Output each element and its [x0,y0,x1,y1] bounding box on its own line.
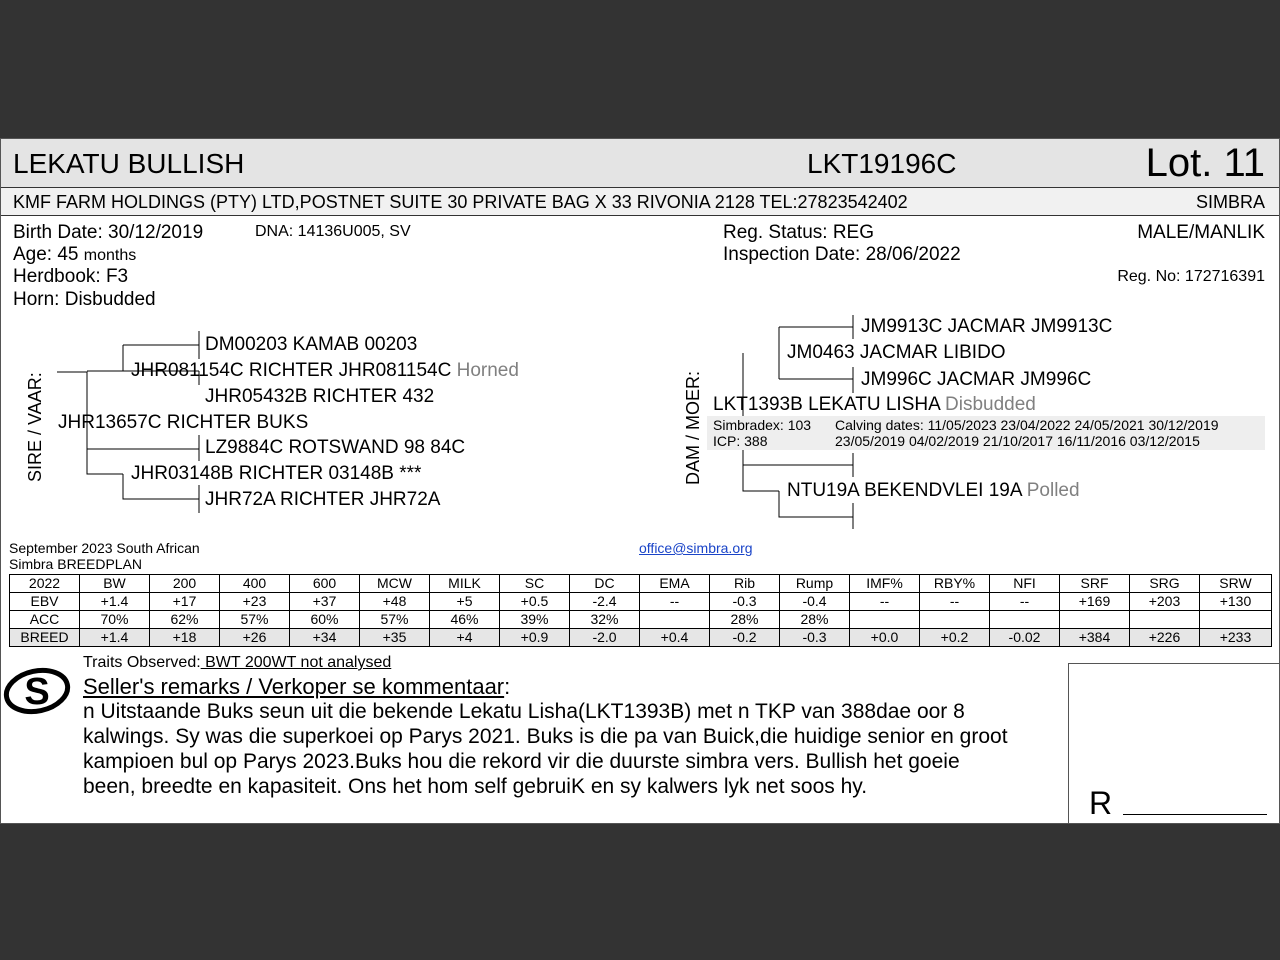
ebv-cell: +48 [360,593,430,611]
ebv-cell: +17 [150,593,220,611]
ebv-cell: BREED [10,629,80,647]
ebv-cell: 46% [430,611,500,629]
reg-number: Reg. No: 172716391 [1117,268,1265,285]
calving-dates-2: 23/05/2019 04/02/2019 21/10/2017 16/11/2016 03/12/2015 [835,433,1200,449]
ebv-cell: +23 [220,593,290,611]
ebv-cell: +203 [1130,593,1200,611]
ebv-cell: +37 [290,593,360,611]
ebv-cell: -- [920,593,990,611]
inspection-date: Inspection Date: 28/06/2022 [723,244,961,265]
ebv-cell: +0.2 [920,629,990,647]
ebv-cell: +233 [1200,629,1272,647]
ebv-header-row [10,575,1272,593]
ebv-header-cell: 2022 [10,575,80,593]
ebv-cell: 28% [710,611,780,629]
sire-sire-sire: DM00203 KAMAB 00203 [205,334,418,355]
ebv-title-1: September 2023 South African [9,540,200,556]
sire-dam-sire: LZ9884C ROTSWAND 98 84C [205,437,466,458]
dam-name-text: LKT1393B LEKATU LISHA [713,394,940,415]
ebv-header-cell: 400 [220,575,290,593]
price-currency: R [1089,785,1113,821]
ebv-header-cell: 200 [150,575,220,593]
ebv-cell: +169 [1060,593,1130,611]
ebv-cell [920,611,990,629]
ebv-title-2: Simbra BREEDPLAN [9,556,143,572]
breed-name: SIMBRA [1195,192,1265,212]
ebv-cell: +0.0 [850,629,920,647]
ebv-cell: +0.9 [500,629,570,647]
ebv-cell: +0.5 [500,593,570,611]
ebv-header-cell: 600 [290,575,360,593]
ebv-cell: -- [850,593,920,611]
remarks-line: been, breedte en kapasiteit. Ons het hom self gebruiK en sy kalwers lyk net soos hy. [83,775,868,798]
dam-dam [787,480,1080,502]
dam-stats-box [707,416,1265,450]
sire-sire-dam: JHR05432B RICHTER 432 [205,386,435,407]
ebv-cell: +384 [1060,629,1130,647]
sire-dam: JHR03148B RICHTER 03148B *** [131,463,422,484]
herdbook: Herdbook: F3 [13,266,129,287]
dam-label: DAM / MOER: [683,370,703,485]
ebv-header-cell: SRG [1130,575,1200,593]
ebv-cell: +1.4 [80,629,150,647]
dam-sire: JM0463 JACMAR LIBIDO [787,342,1006,363]
animal-name: LEKATU BULLISH [13,148,245,179]
ebv-header-cell: BW [80,575,150,593]
remarks-line: kalwings. Sy was die superkoei op Parys 2021. Buks is die pa van Buick,die huidige senior en groot [83,725,1008,748]
traits-label: Traits Observed: [83,654,201,671]
ebv-cell: +4 [430,629,500,647]
ebv-header-cell: SRF [1060,575,1130,593]
ebv-cell: -- [640,593,710,611]
ebv-cell: -- [990,593,1060,611]
traits-value: BWT 200WT not analysed [200,654,392,671]
ebv-cell: 70% [80,611,150,629]
ebv-cell: 28% [780,611,850,629]
ebv-cell [640,611,710,629]
sire-sire-horn: Horned [456,360,519,381]
sire-label: SIRE / VAAR: [25,372,45,482]
birth-date: Birth Date: 30/12/2019 [13,222,204,243]
ebv-cell: -0.02 [990,629,1060,647]
dam-dam-horn: Polled [1026,480,1080,501]
ebv-header-cell: Rib [710,575,780,593]
ebv-cell: +5 [430,593,500,611]
ebv-cell: +0.4 [640,629,710,647]
logo-letter: S [24,671,50,713]
ebv-cell [1200,611,1272,629]
ebv-cell: 57% [220,611,290,629]
horn-status: Horn: Disbudded [13,289,156,310]
dam-horn: Disbudded [945,394,1036,415]
ebv-cell [1130,611,1200,629]
remarks-line: kampioen bul op Parys 2023.Buks hou die rekord vir die duurste simbra vers. Bullish het goeie [83,750,960,773]
ebv-cell: +35 [360,629,430,647]
calving-dates-1: Calving dates: 11/05/2023 23/04/2022 24/05/2021 30/12/2019 [835,417,1219,433]
sire-sire [131,360,519,382]
remarks-title [83,674,510,700]
ebv-header-cell: Rump [780,575,850,593]
ebv-header-cell: RBY% [920,575,990,593]
dna-info: DNA: 14136U005, SV [255,223,411,240]
email-link[interactable]: office@simbra.org [639,540,753,556]
dam-name [713,394,1036,416]
ebv-cell: -2.0 [570,629,640,647]
ebv-cell: -0.4 [780,593,850,611]
price-line[interactable] [1123,814,1267,815]
ebv-cell: +26 [220,629,290,647]
ebv-cell: 39% [500,611,570,629]
ebv-cell: +226 [1130,629,1200,647]
reg-status: Reg. Status: REG [723,222,875,243]
price-box[interactable] [1068,663,1280,824]
remarks-colon: : [504,674,511,699]
lot-number: Lot. 11 [1145,141,1265,185]
ebv-header-cell: DC [570,575,640,593]
dam-sire-dam: JM996C JACMAR JM996C [861,369,1092,390]
ebv-cell: +1.4 [80,593,150,611]
ebv-cell [990,611,1060,629]
ebv-header-cell: IMF% [850,575,920,593]
registration-code: LKT19196C [807,148,957,179]
ebv-cell: +34 [290,629,360,647]
remarks-line: n Uitstaande Buks seun uit die bekende Lekatu Lisha(LKT1393B) met n TKP van 388dae oor 8 [83,700,965,723]
breeder-info: KMF FARM HOLDINGS (PTY) LTD,POSTNET SUITE 30 PRIVATE BAG X 33 RIVONIA 2128 TEL:27823542402 [13,192,908,212]
sire-sire-name: JHR081154C RICHTER JHR081154C [131,360,452,381]
traits-observed [83,654,391,672]
ebv-header-cell: SC [500,575,570,593]
ebv-header-cell: NFI [990,575,1060,593]
ebv-cell: -0.3 [710,593,780,611]
icp: ICP: 388 [713,433,768,449]
dam-dam-name: NTU19A BEKENDVLEI 19A [787,480,1022,501]
ebv-row [10,629,1272,647]
ebv-cell: ACC [10,611,80,629]
lot-card [0,138,1280,824]
ebv-header-cell: MILK [430,575,500,593]
ebv-cell: -0.2 [710,629,780,647]
age-unit: months [83,247,137,264]
simbradex: Simbradex: 103 [713,417,812,433]
remarks-title-text: Seller's remarks / Verkoper se kommentaar [83,674,505,699]
sex: MALE/MANLIK [1137,222,1265,243]
ebv-cell [850,611,920,629]
ebv-cell: +130 [1200,593,1272,611]
simbra-s-logo-icon [3,663,71,719]
ebv-cell: -0.3 [780,629,850,647]
ebv-row [10,593,1272,611]
remarks-body [83,699,1008,799]
ebv-cell: 32% [570,611,640,629]
sire-dam-dam: JHR72A RICHTER JHR72A [205,489,441,510]
ebv-row [10,611,1272,629]
ebv-cell: EBV [10,593,80,611]
ebv-table [9,574,1272,647]
ebv-cell: +18 [150,629,220,647]
ebv-header-cell: MCW [360,575,430,593]
ebv-header-cell: SRW [1200,575,1272,593]
ebv-cell: -2.4 [570,593,640,611]
ebv-cell: 62% [150,611,220,629]
ebv-cell: 57% [360,611,430,629]
ebv-header-cell: EMA [640,575,710,593]
sire-name: JHR13657C RICHTER BUKS [58,412,309,433]
age-value: Age: 45 [13,244,79,265]
ebv-cell: 60% [290,611,360,629]
dam-sire-sire: JM9913C JACMAR JM9913C [861,316,1113,337]
ebv-cell [1060,611,1130,629]
